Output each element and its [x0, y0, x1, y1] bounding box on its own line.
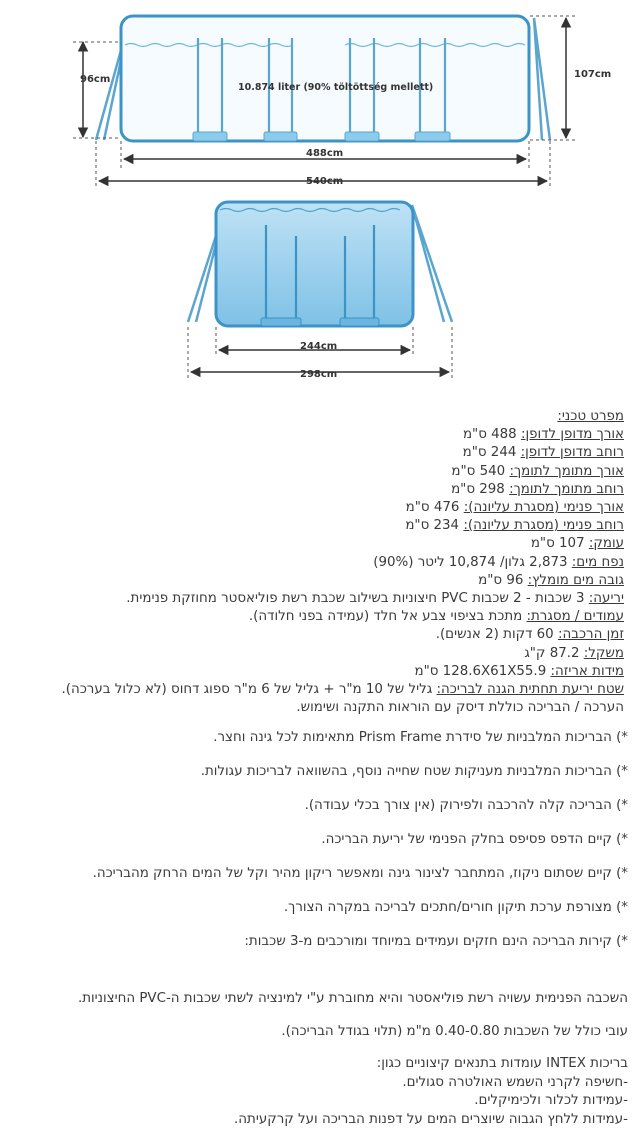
- top-pool-body: [121, 16, 529, 141]
- spec-row-value: 128.6X61X55.9 ס"מ: [414, 663, 551, 679]
- spec-row-value: 476 ס"מ: [405, 500, 464, 516]
- extra-list-item: -עמידות ללחץ הגבוה שיוצרים המים על דפנות הבריכה ועל קרקעיתה.: [234, 1111, 628, 1127]
- pool-dimension-diagram: [0, 0, 638, 395]
- spec-row-label: רוחב מדופן לדופן:: [520, 445, 624, 461]
- extra-conditions-list: [4, 1055, 628, 1129]
- spec-row-label: רוחב מתומך לתומך:: [509, 481, 624, 497]
- spec-row-value: 488 ס"מ: [462, 427, 521, 443]
- spec-row: [4, 572, 624, 590]
- spec-note: הערכה / הבריכה כוללת דיסק עם הוראות התקנה ושימוש.: [296, 700, 624, 716]
- spec-row: [4, 554, 624, 572]
- spec-row-value: 234 ס"מ: [405, 518, 464, 534]
- spec-row-value: 87.2 ק"ג: [524, 645, 584, 661]
- spec-row-value: 60 דקות (2 אנשים).: [435, 627, 558, 643]
- spec-row-label: זמן הרכבה:: [557, 627, 624, 643]
- spec-row-value: 107 ס"מ: [530, 536, 589, 552]
- spec-row: [4, 681, 624, 699]
- spec-row-value: 3 שכבות - 2 שכבות PVC חיצוניות בשילוב שכבת רשת פוליאסטר מחוזקת פנימית.: [126, 591, 589, 607]
- spec-row-label: שטח יריעת תחתית הגנה לבריכה:: [436, 682, 624, 698]
- extra-list-item: -חשיפה לקרני השמש האולטרה סגולים.: [402, 1074, 628, 1090]
- spec-row: [4, 499, 624, 517]
- spec-row: [4, 626, 624, 644]
- spec-row-value: גליל של 10 מ"ר + גליל של 6 מ"ר ספוג דחוס (לא כלול בערכה).: [61, 682, 437, 698]
- spec-row: [4, 645, 624, 663]
- spec-row: [4, 535, 624, 553]
- spec-row: [4, 608, 624, 626]
- spec-row-label: משקל:: [583, 645, 624, 661]
- spec-row-value: 298 ס"מ: [451, 481, 510, 497]
- spec-row-label: יריעה:: [588, 591, 624, 607]
- bottom-pool-body: [216, 202, 413, 326]
- feature-bullet: *) קיים הדפס פסיפס בחלק הפנימי של יריעת הבריכה.: [321, 832, 628, 847]
- spec-row-value: 244 ס"מ: [462, 445, 521, 461]
- spec-row-value: 96 ס"מ: [478, 572, 528, 588]
- top-inner-length-label: 488cm: [306, 148, 344, 159]
- spec-row: [4, 590, 624, 608]
- feature-bullet: *) קירות הבריכה הינם חזקים ועמידים במיוחד ומורכבים מ-3 שכבות:: [244, 934, 628, 949]
- top-height-inner-label: 96cm: [80, 74, 111, 85]
- spec-row-label: מידות אריזה:: [550, 663, 624, 679]
- top-height-outer-label: 107cm: [574, 69, 612, 80]
- feature-bullets: [4, 729, 628, 967]
- feature-bullet: *) הבריכה קלה להרכבה ולפירוק (אין צורך בכלי עבודה).: [304, 798, 628, 813]
- spec-row-value: 540 ס"מ: [451, 463, 510, 479]
- spec-row-label: אורך מתומך לתומך:: [509, 463, 624, 479]
- spec-row-label: אורך מדופן לדופן:: [520, 427, 624, 443]
- technical-spec: [4, 408, 624, 717]
- bottom-pool-view: [188, 202, 452, 380]
- extra-info: [4, 990, 628, 1129]
- top-outer-length-label: 540cm: [306, 176, 344, 187]
- feature-bullet: *) מצורפת ערכת תיקון חורים/חתכים לבריכה במקרה הצורך.: [283, 900, 628, 915]
- spec-row: [4, 517, 624, 535]
- spec-row-label: עמודים / מסגרת:: [526, 609, 624, 625]
- extra-para-layers: השכבה הפנימית עשויה רשת פוליאסטר והיא מחוברת ע"י למינציה לשתי שכבות ה-PVC החיצוניות.: [77, 991, 628, 1006]
- top-volume-label: 10.874 liter (90% töltöttség mellett): [238, 82, 434, 93]
- spec-row-value: 2,873 גלון/ 10,874 ליטר (90%): [373, 554, 572, 570]
- spec-row: [4, 426, 624, 444]
- spec-row-label: נפח מים:: [571, 554, 624, 570]
- bottom-outer-width-label: 298cm: [300, 369, 338, 380]
- feature-bullet: *) הבריכות המלבניות מעניקות שטח שחייה נוסף, בהשוואה לבריכות עגולות.: [200, 764, 628, 779]
- spec-title: מפרט טכני:: [557, 409, 624, 424]
- spec-row-label: אורך פנימי (מסגרת עליונה):: [463, 500, 624, 516]
- feature-bullet: *) קיים שסתום ניקוז, המתחבר לצינור גינה ומאפשר ריקון מהיר וקל של המים הרחק מהבריכה.: [92, 866, 628, 881]
- spec-row-label: גובה מים מומלץ:: [527, 572, 624, 588]
- spec-row-label: רוחב פנימי (מסגרת עליונה):: [463, 518, 624, 534]
- spec-row: [4, 663, 624, 681]
- spec-row: [4, 463, 624, 481]
- extra-list-title: בריכות INTEX עומדות בתנאים קיצוניים כגון:: [376, 1056, 628, 1071]
- spec-row: [4, 481, 624, 499]
- feature-bullet: *) הבריכות המלבניות של סידרת Prism Frame מתאימות לכל גינה וחצר.: [213, 730, 628, 745]
- extra-list-item: -עמידות לכלור ולכימיקלים.: [474, 1093, 628, 1108]
- spec-row-label: עומק:: [588, 536, 624, 552]
- spec-row-value: מתכת בציפוי צבע אל חלד (עמידה בפני חלודה).: [248, 609, 527, 625]
- bottom-inner-width-label: 244cm: [300, 341, 338, 352]
- extra-para-thickness: עובי כולל של השכבות 0.40-0.80 מ"מ (תלוי בגודל הבריכה).: [281, 1023, 628, 1039]
- top-pool-view: [73, 16, 611, 188]
- spec-row: [4, 444, 624, 462]
